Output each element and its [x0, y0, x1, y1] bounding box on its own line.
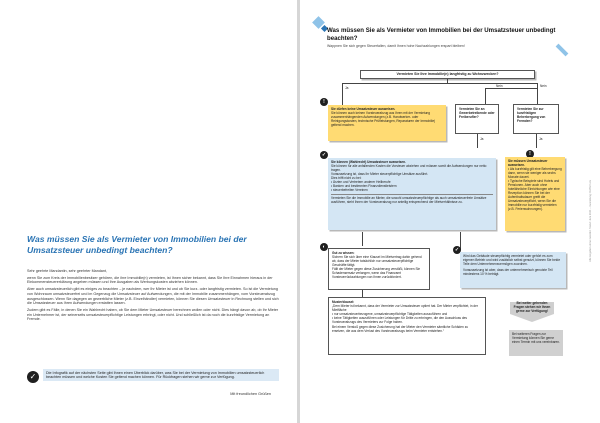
box-good-to-know: [328, 248, 430, 290]
warning-badge: !: [320, 98, 328, 106]
connector: [362, 290, 363, 297]
list-item: • keine Tätigkeiten auszuführen oder Leistungen für Dritte zu erbringen, die den Ausschluss des Vorsteuerabzugs des Vermieters zur Folge haben.: [332, 316, 468, 324]
list-item: • Typische Beispiele sind Hotels und Pensionen. Aber auch ohne hotelähnliche Einrichtungen wie eine Rezeption können Sie bei der Aufenthaltsdauer greift die Umsatzsteuerpflicht, wenn Sie die Immobilie nur kurzfristig vermieten (z.B. Ferienwohnungen).: [508, 179, 560, 211]
box-heading: Sie dürfen keine Umsatzsteuer ausweisen.: [331, 107, 396, 111]
connector: [537, 88, 538, 104]
box-sample-clause: [328, 297, 486, 355]
infographic-subtitle: Wappnen Sie sich gegen Steuerfallen, damit Ihnen hohe Nachzahlungen erspart bleiben!: [327, 44, 465, 48]
connector: [362, 232, 363, 246]
box-heading: Musterklausel:: [332, 300, 355, 304]
salutation: Sehr geehrte Mandantin, sehr geehrter Mandant,: [27, 269, 107, 273]
label-ja: Ja: [539, 137, 543, 141]
question-short-term: Vermieten Sie zur kurzfristigen Beherbergung von Fremden?: [513, 104, 559, 134]
list-item: • Als kurzfristig gilt eine Beherbergung dann, wenn sie weniger als sechs Monate dauert.: [508, 167, 562, 179]
box-text: Dies trifft nicht zu bei:: [331, 176, 362, 180]
list-item: • steuerbefreiten Vereinen: [331, 188, 368, 192]
connector: [342, 83, 538, 84]
letter-body: [27, 269, 279, 324]
question-callout: Bei weiter gehenden Fragen stehen wir Ihnen gerne zur Verfügung!: [513, 301, 551, 313]
lightbulb-icon: ◐: [320, 243, 328, 251]
box-heading: Gut zu wissen:: [332, 251, 355, 255]
label-ja: Ja: [480, 137, 484, 141]
box-text: Fällt der Mieter gegen diese Zusicherung verstößt, können Sie Schadensersatz verlangen, wenn das Finanzamt Vorsteuerrückzahlungen von Ihnen zurückfordert.: [332, 267, 421, 279]
connector: [342, 83, 343, 105]
list-item: • Banken und bestimmten Finanzdienstleistern: [331, 184, 397, 188]
page-title: Was müssen Sie als Vermieter von Immobilien bei der Umsatzsteuer unbedingt beachten?: [27, 234, 247, 255]
diamond-icon: [556, 44, 569, 57]
box-no-vat: [328, 105, 446, 141]
warning-badge: !: [526, 150, 534, 158]
box-text: „Dem Mieter ist bekannt, dass der Vermieter zur Umsatzsteuer optiert hat. Der Mieter verpflichtet, in der Mietfläche: [332, 304, 478, 312]
side-note: Alle Angaben ohne Gewähr. Stand: Juni 2021 – Gestaltung: DATEV eG: [589, 180, 592, 262]
box-text: Voraussetzung ist, dass Ihr Mieter steuerpflichtige Umsätze ausführt.: [331, 172, 429, 176]
box-contact: Bei weiteren Fragen zur Vermietung können Sie gerne einen Termin mit uns vereinbaren.: [509, 330, 563, 356]
label-nein: Nein: [496, 84, 503, 88]
label-nein: Nein: [540, 84, 547, 88]
list-item: • Ärzten und Vertretern anderer Heilberufe: [331, 180, 391, 184]
check-circle-icon: ✓: [454, 247, 460, 253]
main-question: Vermieten Sie Ihre Immobilie(n) langfristig zu Wohnzwecken?: [360, 70, 535, 79]
box-business-assets: [460, 252, 566, 288]
box-text: Bei einem Verstoß gegen diese Zusicherung hat der Mieter den Vermieter sämtliche Schäden zu ersetzen, die aus dem Verlust des Vorsteuerabzugs beim Vermieter entstehen.“: [332, 325, 469, 333]
box-heading: Sie müssen Umsatzsteuer ausweisen.: [508, 159, 548, 167]
connector: [485, 88, 538, 89]
right-page: [300, 0, 600, 423]
info-callout: [27, 369, 279, 385]
label-ja: Ja: [345, 86, 349, 90]
check-circle-icon: ✓: [321, 152, 327, 158]
box-text: Voraussetzung ist aber, dass der unternehmerisch genutzte Teil mindestens 10 % beträgt.: [463, 267, 553, 276]
paragraph: wenn Sie zum Kreis der Immobilienbesitzer gehören, die ihre Immobilie(n) vermieten, ist Ihnen sicher bekannt, dass Sie Ihre Einnahmen hieraus in der Einkommensteuererklärung angeben müssen und Ihre Ausgaben als Werbungskosten abziehen können.: [27, 275, 273, 285]
box-text: Wird das Gebäude steuerpflichtig vermietet oder gehört es zum eigenen Betrieb und wird zusätzlich selbst genutzt, können Sie beide Teile dem Unternehmensvermögen zuordnen.: [463, 254, 561, 266]
question-tradesmen: Vermieten Sie an Gewerbetreibende oder Freiberufler?: [455, 104, 499, 134]
box-text: Sie können für alle anfallenden Kosten die Vorsteuer abziehen und müssen somit die Aufwendungen nur netto tragen.: [331, 164, 487, 172]
closing: Mit freundlichen Grüßen: [230, 392, 271, 396]
connector: [447, 79, 448, 83]
box-note: Vermieten Sie die Immobilie an Mieter, die sowohl umsatzsteuerpflichtige als auch umsatzsteuerfreie Umsätze ausführen, steht Ihnen der Vorsteuerabzug nur anteilig entsprechend der Mietverhältnisse zu.: [331, 194, 493, 205]
check-circle-icon: ✓: [27, 371, 39, 383]
box-heading: Sie können (Wahlrecht) Umsatzsteuer ausweisen.: [331, 160, 406, 164]
box-option-vat: [328, 158, 496, 230]
box-must-vat: [505, 157, 565, 231]
connector: [536, 134, 537, 148]
paragraph: Zudem gibt es Fälle, in denen Sie ein Wahlrecht haben, ob Sie dem Mieter Umsatzsteuer berechnen wollen oder nicht. Dies hängt davon ab, ob Ihr Mieter ein Unternehmer ist, der seinerseits umsatzsteuerpflichtige Leistungen erbringt, oder nicht. Und schließlich ist da noch die kurzfristige Vermietung an Fremde.: [27, 308, 279, 322]
infographic-title: Was müssen Sie als Vermieter von Immobilien bei der Umsatzsteuer unbedingt beachten?: [327, 27, 556, 42]
connector: [485, 88, 486, 104]
connector: [477, 134, 478, 148]
info-text: Die Infografik auf der nächsten Seite gibt Ihnen einen Überblick darüber, was Sie bei der Vermietung von Immobilien umsatzsteuerlich beachten müssen und welche Kosten Sie geltend machen können. Für Rückfragen stehen wir gerne zur Verfügung.: [43, 369, 279, 381]
box-text: Sichern Sie sich über eine Klausel im Mietvertrag dahin gehend ab, dass der Mieter tatsächlich nur umsatzsteuerpflichtige Geschäfte tätigt.: [332, 255, 422, 267]
left-page: [0, 0, 297, 423]
box-text: Sie können auch keinen Vorsteuerabzug aus Ihren mit der Vermietung zusammenhängenden Aufwendungen (z.B. Handwerker- oder Reinigungskosten, technische Prüfleistungen, Reparaturen der Immobilie) geltend machen.: [331, 111, 436, 127]
paragraph: Aber auch umsatzsteuerlich gibt es einiges zu beachten – je nachdem, wer Ihr Mieter ist und ob Sie kurz- oder langfristig vermieten. So ist die Vermietung von Wohnraum umsatzsteuerfrei und im Gegenzug die Umsatzsteuer auf Aufwendungen, die mit der Immobilie zusammenhängen, vom Vorsteuerabzug ausgeschlossen. Wenn Sie dagegen an gewerbliche Mieter (z.B. Einzelhändler) vermieten, können Sie diesen Umsatzsteuer in Rechnung stellen und sich die Umsatzsteuer aus Ihren Aufwendungen erstatten lassen.: [27, 287, 279, 306]
list-item: • nur umsatzsteuerbezogene, umsatzsteuerpflichtige Tätigkeiten auszuführen und: [332, 312, 448, 316]
